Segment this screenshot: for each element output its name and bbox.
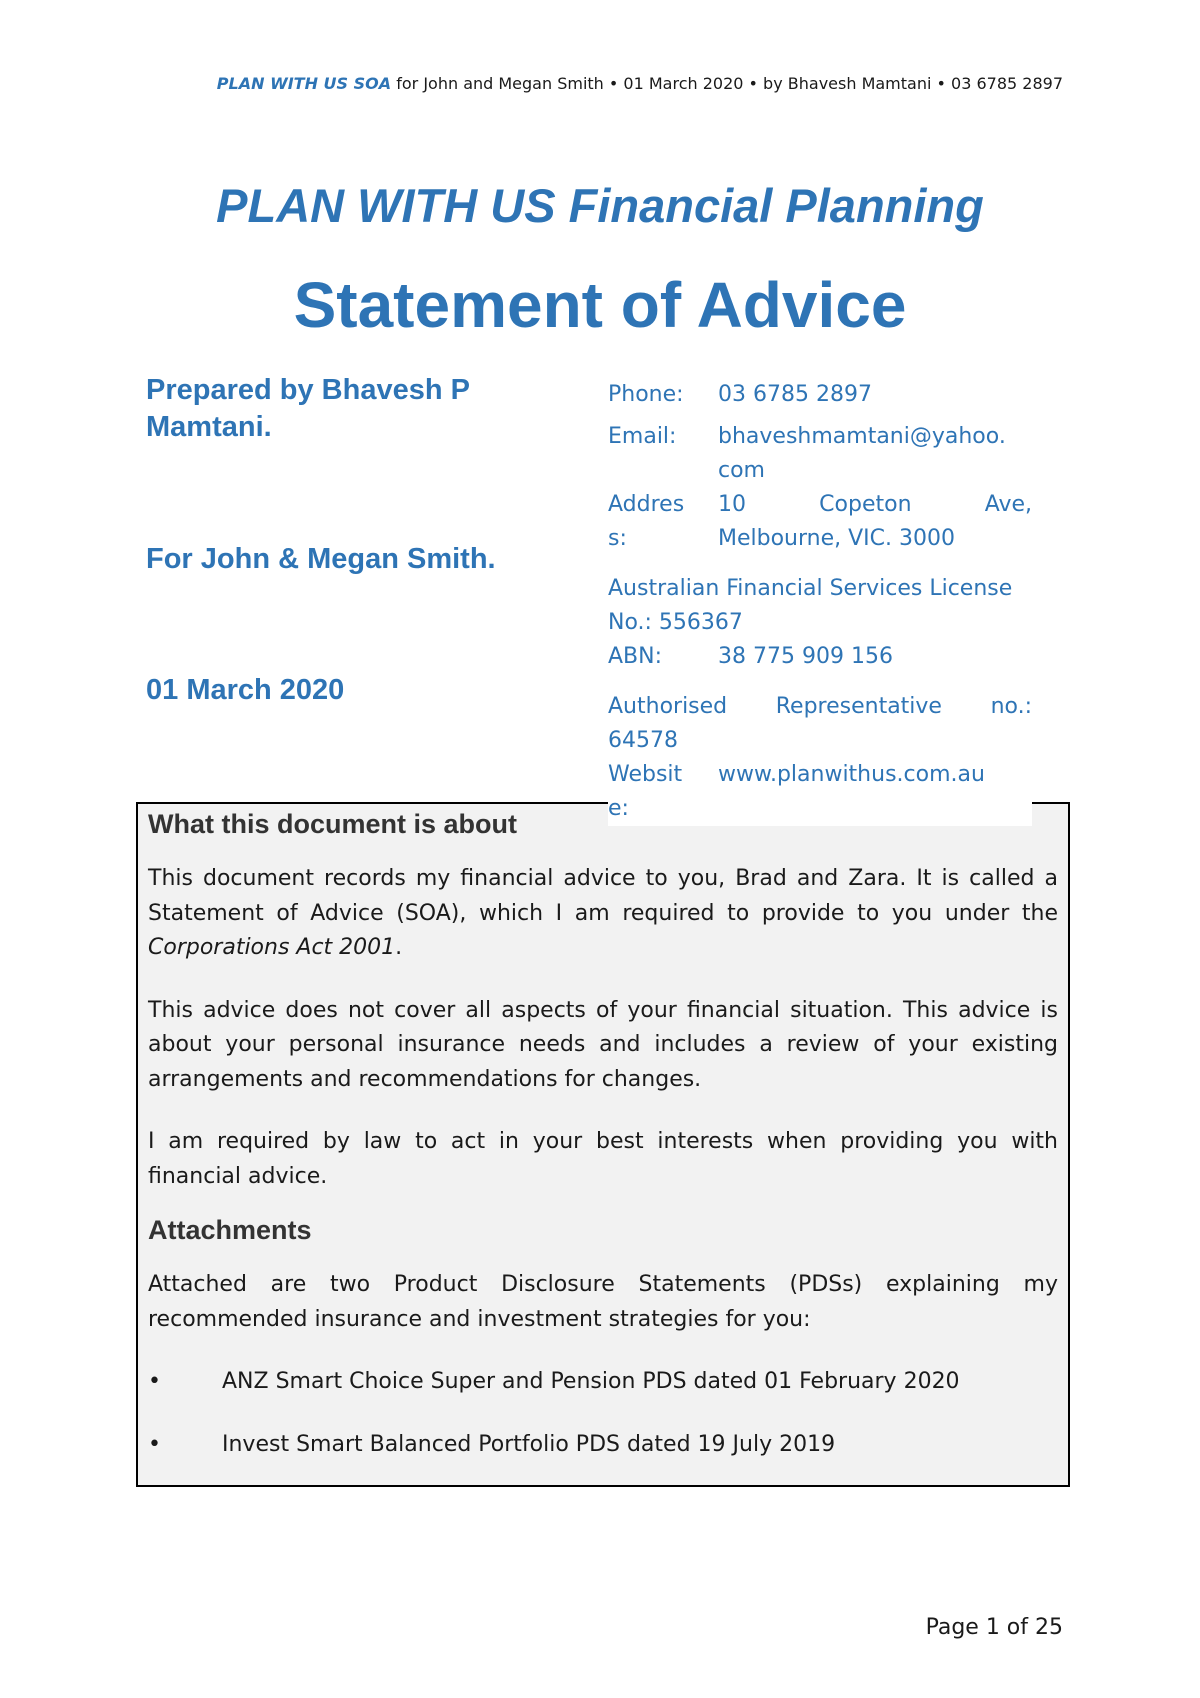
paragraph-2: This advice does not cover all aspects of your financial situation. This advice is about your personal insurance needs and includes a review of your existing arrangements and recommendations for changes. (148, 997, 1058, 1092)
ar-line-2: 64578 (608, 728, 678, 753)
email-value (718, 420, 1032, 488)
paragraph-1-text: This document records my financial advice to you, Brad and Zara. It is called a Statement of Advice (SOA), which I am required to provide to you under the (148, 866, 1058, 926)
address-value (718, 488, 1032, 556)
summary-box (136, 802, 1070, 1487)
license-line-1: Australian Financial Services License (608, 576, 1013, 601)
attachments-heading: Attachments (148, 1215, 312, 1245)
phone-value: 03 6785 2897 (718, 382, 872, 407)
abn-value: 38 775 909 156 (718, 644, 893, 669)
paragraph-1 (148, 862, 1058, 966)
website-label-line-1: Websit (608, 762, 683, 787)
email-link-line-2[interactable]: com (718, 458, 765, 483)
list-item (148, 1365, 1058, 1400)
box-heading: What this document is about (148, 809, 517, 839)
address-label-line-1: Addres (608, 492, 685, 517)
address-line-2: Melbourne, VIC. 3000 (718, 526, 955, 551)
page-number: Page 1 of 25 (925, 1615, 1063, 1640)
running-header (0, 74, 1063, 93)
abn-label: ABN: (608, 644, 663, 669)
prepared-by-line-1: Prepared by Bhavesh P (146, 374, 470, 406)
document-date: 01 March 2020 (146, 674, 345, 706)
paragraph-3: I am required by law to act in your best interests when providing you with financial advice. (148, 1129, 1058, 1189)
header-soa: PLAN WITH US SOA (216, 74, 392, 93)
document-title: Statement of Advice (293, 269, 907, 341)
ar-line-1: Authorised Representative no.: (608, 694, 1032, 719)
license-line-2: No.: 556367 (608, 610, 743, 635)
act-name: Corporations Act 2001 (148, 935, 396, 960)
firm-title: PLAN WITH US Financial Planning (216, 179, 984, 232)
bullet: • (148, 1369, 161, 1394)
paragraph-1-end: . (395, 935, 403, 960)
address-label (608, 488, 718, 556)
website-link[interactable]: www.planwithus.com.au (718, 762, 985, 787)
list-item-text: Invest Smart Balanced Portfolio PDS dated 19 July 2019 (222, 1431, 836, 1457)
address-line-1: 10 Copeton Ave, (718, 492, 1032, 517)
attachments-intro: Attached are two Product Disclosure Statements (PDSs) explaining my recommended insurance and investment strategies for you: (148, 1272, 1058, 1332)
prepared-by-line-2: Mamtani. (146, 411, 272, 443)
contact-block (608, 378, 1032, 826)
email-link-line-1[interactable]: bhaveshmamtani@yahoo. (718, 424, 1006, 449)
header-details: for John and Megan Smith • 01 March 2020 • by Bhavesh Mamtani • 03 6785 2897 (391, 74, 1063, 93)
list-item-text: ANZ Smart Choice Super and Pension PDS dated 01 February 2020 (222, 1369, 960, 1394)
prepared-for: For John & Megan Smith. (146, 543, 496, 575)
website-label (608, 758, 718, 826)
address-label-line-2: s: (608, 526, 627, 551)
phone-label: Phone: (608, 382, 684, 407)
bullet: • (148, 1431, 161, 1457)
email-label: Email: (608, 424, 677, 449)
prepared-by (146, 372, 470, 446)
website-label-line-2: e: (608, 796, 629, 821)
list-item (148, 1428, 1058, 1463)
